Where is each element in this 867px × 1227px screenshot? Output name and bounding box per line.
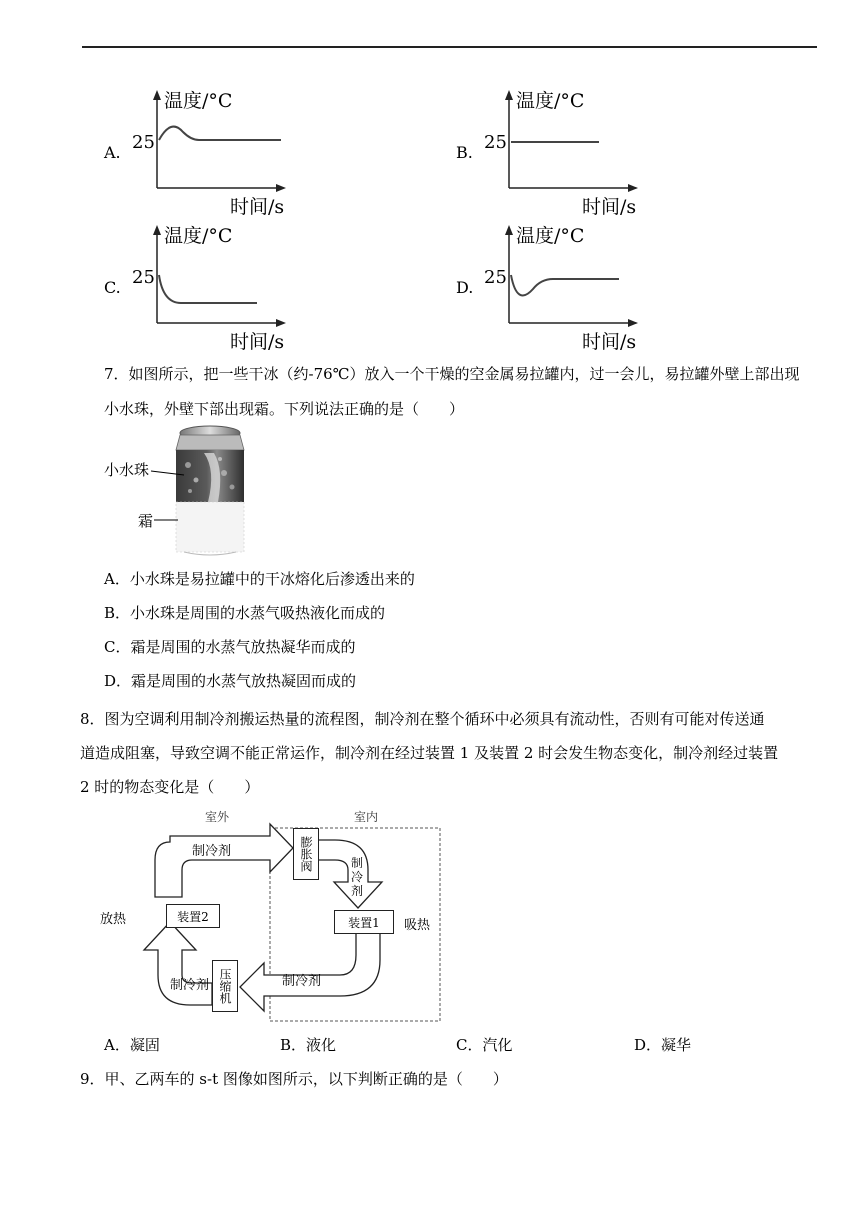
- axis-lines: [509, 229, 634, 323]
- q8-option-d[interactable]: D．凝华: [634, 1036, 692, 1054]
- q8-stem-line2: 道造成阻塞，导致空调不能正常运作，制冷剂在经过装置 1 及装置 2 时会发生物态变化，制冷剂经过装置: [80, 744, 779, 762]
- q7-option-c[interactable]: C．霜是周围的水蒸气放热凝华而成的: [104, 638, 356, 656]
- label-refrigerant-right: 制冷剂: [351, 856, 364, 898]
- graph-option-a[interactable]: [104, 90, 294, 220]
- graph-letter: B.: [456, 143, 473, 162]
- y-tick-label: 25: [132, 132, 155, 153]
- y-axis-label: 温度/°C: [164, 225, 233, 247]
- label-absorb-heat: 吸热: [404, 918, 431, 933]
- temperature-curve: [159, 127, 281, 140]
- graph-axes: [456, 225, 646, 355]
- label-frost: 霜: [138, 512, 154, 530]
- q8-option-c[interactable]: C．汽化: [456, 1036, 513, 1054]
- graph-option-c[interactable]: [104, 225, 294, 355]
- graph-axes: [456, 90, 646, 220]
- refrigeration-diagram: [100, 800, 450, 1025]
- expansion-valve-box: 膨胀阀: [293, 828, 319, 880]
- refrigeration-flow-svg: [100, 800, 450, 1025]
- q8-stem-line1: 8．图为空调利用制冷剂搬运热量的流程图，制冷剂在整个循环中必须具有流动性，否则有可能对传送通: [80, 710, 765, 728]
- label-release-heat: 放热: [100, 912, 127, 927]
- q8-option-b[interactable]: B．液化: [280, 1036, 337, 1054]
- y-tick-label: 25: [484, 267, 507, 288]
- q7-option-b[interactable]: B．小水珠是周围的水蒸气吸热液化而成的: [104, 604, 386, 622]
- q9-stem-line1: 9．甲、乙两车的 s-t 图像如图所示，以下判断正确的是（ ）: [80, 1070, 508, 1088]
- graph-letter: A.: [104, 143, 121, 162]
- device2-box: 装置2: [166, 904, 220, 928]
- temperature-curve: [511, 275, 619, 295]
- axis-lines: [157, 229, 282, 323]
- q7-stem-line1: 7．如图所示，把一些干冰（约-76℃）放入一个干燥的空金属易拉罐内，过一会儿，易拉罐外壁上部出现: [104, 365, 800, 383]
- label-water-droplets: 小水珠: [104, 461, 150, 479]
- q8-option-a[interactable]: A．凝固: [104, 1036, 160, 1054]
- label-refrigerant-bottom-right: 制冷剂: [282, 974, 322, 989]
- graph-option-d[interactable]: [456, 225, 646, 355]
- q8-stem-line3: 2 时的物态变化是（ ）: [80, 778, 260, 796]
- can-figure: [104, 425, 254, 560]
- q7-option-a[interactable]: A．小水珠是易拉罐中的干冰熔化后渗透出来的: [104, 570, 415, 588]
- label-refrigerant-bottom-left: 制冷剂: [170, 978, 210, 993]
- temperature-curve: [159, 275, 257, 303]
- x-axis-label: 时间/s: [582, 331, 637, 353]
- device1-box: 装置1: [334, 910, 394, 934]
- graph-letter: D.: [456, 278, 474, 297]
- graph-letter: C.: [104, 278, 121, 297]
- soda-can-image: [104, 425, 254, 560]
- y-tick-label: 25: [132, 267, 155, 288]
- label-outdoor: 室外: [205, 810, 230, 824]
- label-indoor: 室内: [354, 810, 379, 824]
- graph-axes: [104, 90, 294, 220]
- header-rule: [82, 46, 817, 48]
- y-axis-label: 温度/°C: [516, 225, 585, 247]
- label-refrigerant-top: 制冷剂: [192, 844, 232, 859]
- graph-option-b[interactable]: [456, 90, 646, 220]
- y-tick-label: 25: [484, 132, 507, 153]
- y-axis-label: 温度/°C: [516, 90, 585, 112]
- axis-arrowheads: [153, 225, 286, 327]
- x-axis-label: 时间/s: [230, 196, 285, 218]
- q7-option-d[interactable]: D．霜是周围的水蒸气放热凝固而成的: [104, 672, 357, 690]
- x-axis-label: 时间/s: [582, 196, 637, 218]
- x-axis-label: 时间/s: [230, 331, 285, 353]
- graph-axes: [104, 225, 294, 355]
- axis-arrowheads: [505, 225, 638, 327]
- compressor-box: 压缩机: [212, 960, 238, 1012]
- y-axis-label: 温度/°C: [164, 90, 233, 112]
- q7-stem-line2: 小水珠，外壁下部出现霜。下列说法正确的是（ ）: [104, 400, 465, 418]
